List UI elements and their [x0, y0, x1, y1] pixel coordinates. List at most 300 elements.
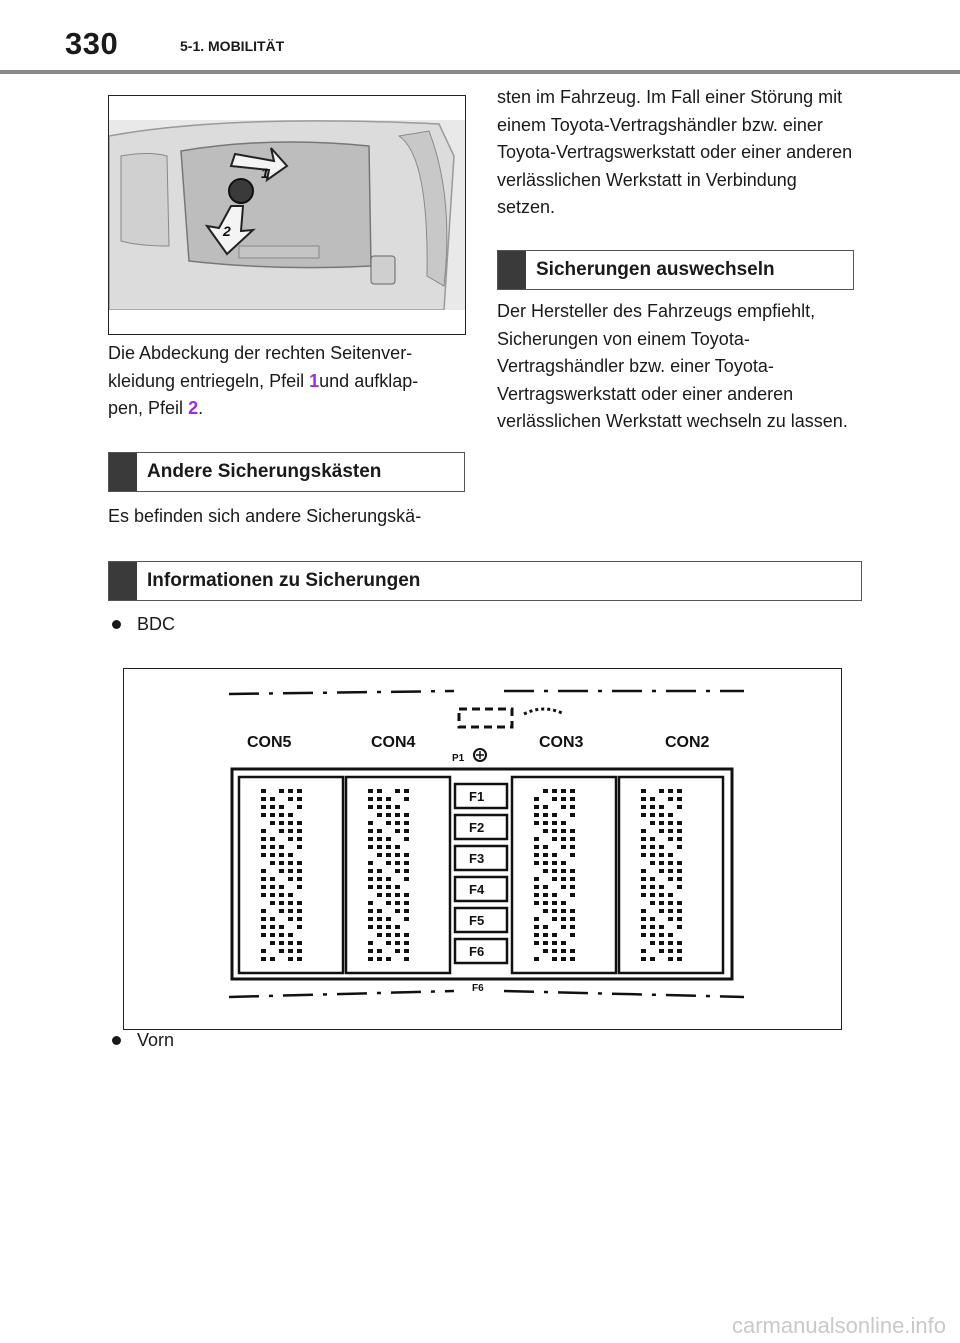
connector-pin	[297, 797, 302, 801]
caption-line-1: Die Abdeckung der rechten Seitenver-	[108, 343, 413, 363]
connector-pin	[368, 901, 373, 905]
connector-pin	[288, 797, 293, 801]
connector-pin	[561, 789, 566, 793]
connector-pin	[659, 909, 664, 913]
connector-pin	[677, 949, 682, 953]
heading-fuse-information	[108, 561, 862, 601]
connector-pin	[543, 789, 548, 793]
connector-pin	[386, 925, 391, 929]
connector-pin	[404, 941, 409, 945]
connector-pin	[368, 829, 373, 833]
connector-pin	[659, 853, 664, 857]
watermark: carmanualsonline.info	[731, 1313, 946, 1338]
connector-pin	[395, 805, 400, 809]
connector-pin	[677, 789, 682, 793]
connector-pin	[279, 925, 284, 929]
connector-pin	[650, 925, 655, 929]
connector-pin	[297, 837, 302, 841]
text-other-fuse-boxes: Es befinden sich andere Sicherungskä-	[108, 506, 422, 526]
connector-pin	[650, 957, 655, 961]
connector-pin	[650, 805, 655, 809]
con5-label: CON5	[247, 734, 292, 751]
svg-text:1: 1	[261, 165, 269, 181]
connector-pin	[288, 869, 293, 873]
connector-pin	[650, 877, 655, 881]
connector-pin	[561, 805, 566, 809]
connector-pin	[561, 885, 566, 889]
connector-pin	[668, 933, 673, 937]
connector-pin	[641, 813, 646, 817]
connector-pin	[368, 917, 373, 921]
connector-pin	[368, 949, 373, 953]
connector-pin	[377, 797, 382, 801]
connector-pin	[668, 917, 673, 921]
connector-pin	[395, 853, 400, 857]
connector-pin	[561, 917, 566, 921]
connector-pin	[395, 813, 400, 817]
connector-pin	[261, 853, 266, 857]
connector-pin	[377, 893, 382, 897]
connector-pin	[641, 893, 646, 897]
connector-pin	[279, 941, 284, 945]
connector-pin	[270, 901, 275, 905]
connector-pin	[677, 901, 682, 905]
caption-line-3: pen, Pfeil	[108, 398, 189, 418]
connector-pin	[386, 797, 391, 801]
connector-pin	[552, 821, 557, 825]
connector-pin	[552, 829, 557, 833]
connector-pin	[368, 805, 373, 809]
connector-pin	[279, 909, 284, 913]
connector-pin	[377, 813, 382, 817]
connector-pin	[386, 901, 391, 905]
bullet-label: BDC	[137, 614, 176, 634]
connector-pin	[297, 861, 302, 865]
con4-label: CON4	[371, 734, 416, 751]
connector-pin	[570, 869, 575, 873]
connector-pin	[552, 877, 557, 881]
connector-pin	[297, 909, 302, 913]
connector-pin	[377, 853, 382, 857]
connector-pin	[668, 909, 673, 913]
connector-pin	[288, 909, 293, 913]
connector-pin	[297, 829, 302, 833]
connector-pin	[659, 821, 664, 825]
connector-pin	[377, 917, 382, 921]
connector-pin	[288, 789, 293, 793]
connector-pin	[668, 829, 673, 833]
connector-pin	[288, 949, 293, 953]
connector-pin	[677, 877, 682, 881]
connector-pin	[404, 949, 409, 953]
connector-pin	[570, 925, 575, 929]
connector-pin	[368, 797, 373, 801]
connector-pin	[552, 957, 557, 961]
connector-pin	[570, 893, 575, 897]
connector-pin	[650, 821, 655, 825]
connector-pin	[659, 869, 664, 873]
connector-pin	[543, 933, 548, 937]
connector-pin	[297, 805, 302, 809]
connector-pin	[677, 845, 682, 849]
connector-pin	[261, 845, 266, 849]
connector-pin	[561, 869, 566, 873]
connector-pin	[561, 845, 566, 849]
connector-pin	[641, 877, 646, 881]
connector-pin	[288, 877, 293, 881]
connector-pin	[377, 829, 382, 833]
connector-pin	[386, 837, 391, 841]
connector-pin	[677, 885, 682, 889]
connector-pin	[561, 829, 566, 833]
connector-pin	[395, 901, 400, 905]
connector-pin	[552, 933, 557, 937]
connector-pin	[279, 901, 284, 905]
connector-pin	[297, 941, 302, 945]
connector-pin	[668, 957, 673, 961]
connector-pin	[570, 853, 575, 857]
connector-pin	[668, 797, 673, 801]
connector-pin	[659, 805, 664, 809]
connector-pin	[297, 821, 302, 825]
connector-pin	[404, 869, 409, 873]
connector-pin	[261, 829, 266, 833]
connector-pin	[561, 941, 566, 945]
section-title: 5-1. MOBILITÄT	[180, 38, 285, 54]
connector-pin	[270, 925, 275, 929]
connector-pin	[395, 941, 400, 945]
fuse-label: F6	[469, 944, 485, 959]
connector-pin	[386, 861, 391, 865]
connector-pin	[377, 877, 382, 881]
connector-pin	[677, 909, 682, 913]
connector-pin	[288, 813, 293, 817]
connector-pin	[368, 789, 373, 793]
connector-pin	[543, 893, 548, 897]
connector-pin	[279, 893, 284, 897]
connector-pin	[261, 917, 266, 921]
connector-pin	[386, 813, 391, 817]
marker-1: 1	[309, 370, 320, 391]
connector-pin	[543, 861, 548, 865]
connector-pin	[270, 837, 275, 841]
connector-pin	[641, 949, 646, 953]
connector-pin	[570, 837, 575, 841]
connector-pin	[404, 789, 409, 793]
connector-pin	[552, 941, 557, 945]
connector-pin	[641, 925, 646, 929]
connector-pin	[677, 797, 682, 801]
connector-pin	[270, 885, 275, 889]
connector-pin	[368, 821, 373, 825]
connector-pin	[368, 869, 373, 873]
connector-pin	[386, 917, 391, 921]
connector-pin	[570, 845, 575, 849]
connector-pin	[534, 805, 539, 809]
connector-pin	[261, 869, 266, 873]
connector-pin	[534, 933, 539, 937]
connector-pin	[543, 909, 548, 913]
connector-pin	[404, 853, 409, 857]
connector-pin	[404, 829, 409, 833]
connector-pin	[395, 861, 400, 865]
connector-pin	[570, 957, 575, 961]
connector-pin	[377, 837, 382, 841]
connector-pin	[279, 869, 284, 873]
connector-pin	[561, 949, 566, 953]
connector-pin	[377, 933, 382, 937]
connector-pin	[279, 949, 284, 953]
connector-pin	[404, 957, 409, 961]
connector-pin	[270, 861, 275, 865]
connector-pin	[395, 821, 400, 825]
connector-pin	[659, 789, 664, 793]
connector-pin	[261, 789, 266, 793]
connector-pin	[561, 877, 566, 881]
connector-pin	[650, 861, 655, 865]
connector-pin	[270, 845, 275, 849]
connector-pin	[395, 845, 400, 849]
connector-pin	[534, 893, 539, 897]
connector-pin	[641, 909, 646, 913]
connector-pin	[279, 885, 284, 889]
connector-pin	[659, 861, 664, 865]
connector-pin	[659, 933, 664, 937]
connector-pin	[543, 941, 548, 945]
connector-pin	[677, 957, 682, 961]
connector-pin	[543, 813, 548, 817]
connector-pin	[650, 813, 655, 817]
connector-pin	[552, 893, 557, 897]
connector-pin	[270, 797, 275, 801]
connector-pin	[368, 861, 373, 865]
connector-pin	[377, 949, 382, 953]
connector-pin	[570, 877, 575, 881]
bdc-fuse-box-diagram	[124, 669, 841, 1029]
fuse-label: F3	[469, 851, 485, 866]
connector-pin	[650, 933, 655, 937]
connector-pin	[668, 813, 673, 817]
connector-pin	[261, 797, 266, 801]
bullet-front	[108, 1030, 174, 1051]
connector-pin	[641, 797, 646, 801]
connector-pin	[650, 797, 655, 801]
connector-pin	[650, 853, 655, 857]
bullet-label: Vorn	[137, 1030, 175, 1050]
heading-text: Informationen zu Sicherungen	[147, 570, 421, 591]
connector-pin	[641, 917, 646, 921]
connector-pin	[552, 917, 557, 921]
connector-pin	[377, 885, 382, 889]
fuse-label: F4	[469, 882, 485, 897]
connector-pin	[659, 925, 664, 929]
connector-pin	[650, 845, 655, 849]
connector-pin	[279, 821, 284, 825]
connector-pin	[261, 805, 266, 809]
marker-2: 2	[188, 398, 199, 418]
connector-pin	[288, 821, 293, 825]
connector-pin	[404, 813, 409, 817]
connector-pin	[404, 877, 409, 881]
connector-pin	[377, 925, 382, 929]
connector-pin	[386, 893, 391, 897]
connector-pin	[570, 829, 575, 833]
connector-pin	[386, 957, 391, 961]
connector-pin	[270, 813, 275, 817]
connector-pin	[404, 917, 409, 921]
connector-pin	[641, 837, 646, 841]
connector-pin	[395, 789, 400, 793]
connector-pin	[368, 845, 373, 849]
connector-pin	[659, 813, 664, 817]
heading-text: Andere Sicherungskästen	[147, 461, 382, 482]
connector-pin	[561, 797, 566, 801]
connector-pin	[368, 941, 373, 945]
bullet-dot	[112, 620, 121, 629]
trunk-trim-illustration	[109, 96, 465, 334]
connector-pin	[543, 949, 548, 953]
connector-pin	[543, 805, 548, 809]
connector-pin	[279, 845, 284, 849]
caption-line-2: kleidung entriegeln, Pfeil	[108, 370, 310, 391]
connector-pin	[552, 837, 557, 841]
connector-pin	[395, 925, 400, 929]
connector-pin	[534, 917, 539, 921]
connector-pin	[297, 901, 302, 905]
connector-pin	[404, 821, 409, 825]
connector-pin	[297, 869, 302, 873]
connector-pin	[659, 901, 664, 905]
connector-pin	[261, 949, 266, 953]
connector-pin	[570, 949, 575, 953]
connector-pin	[677, 925, 682, 929]
connector-pin	[404, 933, 409, 937]
connector-pin	[641, 789, 646, 793]
connector-pin	[641, 885, 646, 889]
connector-pin	[297, 789, 302, 793]
connector-pin	[261, 957, 266, 961]
connector-pin	[288, 941, 293, 945]
connector-pin	[297, 949, 302, 953]
connector-pin	[297, 845, 302, 849]
connector-pin	[297, 885, 302, 889]
caption-line-2-end: und aufklap-	[319, 370, 419, 391]
connector-pin	[395, 949, 400, 953]
svg-text:2: 2	[223, 223, 231, 239]
connector-pin	[368, 877, 373, 881]
connector-pin	[570, 813, 575, 817]
connector-pin	[279, 789, 284, 793]
connector-pin	[261, 925, 266, 929]
connector-pin	[650, 837, 655, 841]
connector-pin	[368, 925, 373, 929]
connector-pin	[650, 885, 655, 889]
connector-pin	[261, 885, 266, 889]
connector-pin	[261, 877, 266, 881]
connector-pin	[270, 893, 275, 897]
connector-pin	[368, 957, 373, 961]
connector-pin	[270, 853, 275, 857]
connector-pin	[668, 901, 673, 905]
connector-pin	[386, 805, 391, 809]
heading-text: Sicherungen auswechseln	[536, 259, 775, 280]
connector-pin	[543, 853, 548, 857]
connector-pin	[534, 885, 539, 889]
connector-pin	[395, 909, 400, 913]
bdc-fuse-box-figure	[123, 668, 842, 1030]
connector-pin	[377, 789, 382, 793]
connector-pin	[404, 893, 409, 897]
connector-pin	[386, 877, 391, 881]
connector-pin	[395, 893, 400, 897]
connector-pin	[404, 861, 409, 865]
connector-pin	[668, 837, 673, 841]
connector-pin	[261, 909, 266, 913]
connector-pin	[677, 861, 682, 865]
connector-pin	[641, 853, 646, 857]
connector-pin	[368, 909, 373, 913]
connector-pin	[561, 957, 566, 961]
bullet-bdc	[108, 614, 175, 635]
connector-pin	[288, 861, 293, 865]
connector-pin	[650, 941, 655, 945]
connector-pin	[279, 853, 284, 857]
connector-pin	[270, 917, 275, 921]
connector-pin	[552, 789, 557, 793]
connector-pin	[650, 893, 655, 897]
connector-pin	[543, 925, 548, 929]
connector-pin	[386, 821, 391, 825]
connector-pin	[543, 829, 548, 833]
connector-pin	[270, 957, 275, 961]
heading-other-fuse-boxes	[108, 452, 465, 492]
connector-pin	[279, 861, 284, 865]
connector-pin	[677, 829, 682, 833]
connector-pin	[552, 949, 557, 953]
connector-pin	[570, 885, 575, 889]
header-rule	[0, 70, 960, 74]
connector-pin	[368, 837, 373, 841]
connector-pin	[386, 933, 391, 937]
connector-pin	[386, 845, 391, 849]
connector-pin	[386, 853, 391, 857]
connector-pin	[552, 909, 557, 913]
connector-pin	[650, 901, 655, 905]
connector-pin	[288, 957, 293, 961]
connector-pin	[677, 869, 682, 873]
connector-pin	[386, 941, 391, 945]
connector-pin	[543, 901, 548, 905]
connector-pin	[377, 805, 382, 809]
connector-pin	[659, 949, 664, 953]
connector-pin	[368, 885, 373, 889]
connector-pin	[297, 925, 302, 929]
connector-pin	[561, 861, 566, 865]
connector-pin	[534, 861, 539, 865]
connector-pin	[270, 933, 275, 937]
bottom-label: F6	[472, 983, 484, 994]
connector-pin	[641, 845, 646, 849]
con2-label: CON2	[665, 734, 710, 751]
connector-pin	[261, 837, 266, 841]
connector-pin	[279, 813, 284, 817]
connector-pin	[288, 853, 293, 857]
connector-pin	[534, 941, 539, 945]
fuse-label: F2	[469, 820, 485, 835]
connector-pin	[641, 933, 646, 937]
connector-pin	[288, 933, 293, 937]
connector-pin	[561, 837, 566, 841]
